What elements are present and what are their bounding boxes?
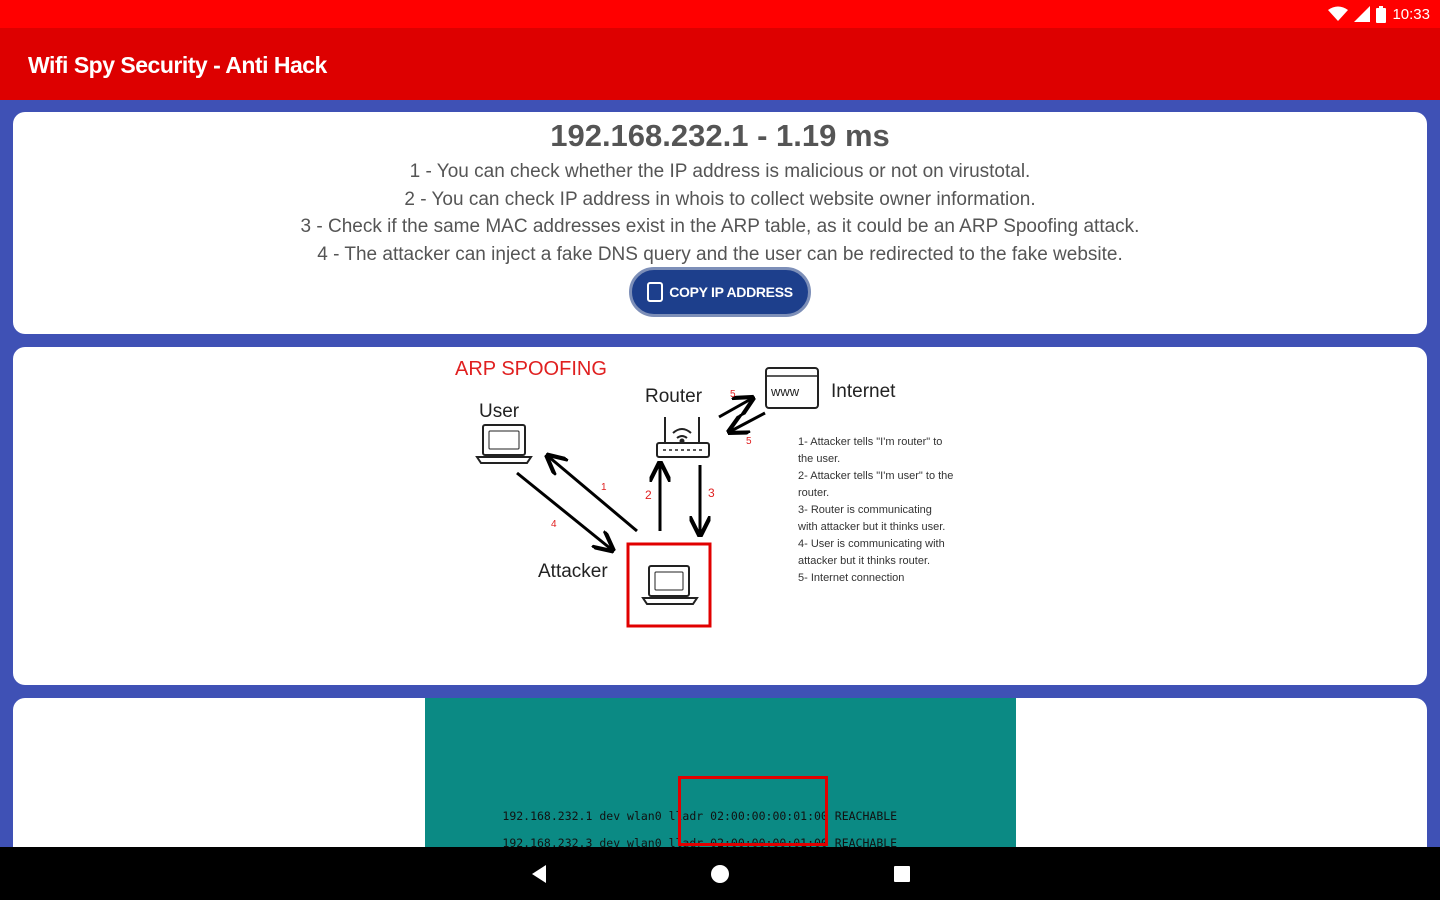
arp-mac: 02:00:00:00:01:00: [710, 809, 828, 823]
attacker-laptop-icon: [643, 566, 697, 604]
ip-latency-heading: 192.168.232.1 - 1.19 ms: [550, 118, 890, 153]
recents-square-icon: [892, 864, 912, 884]
arp-spoofing-diagram-card: [13, 347, 1427, 685]
arrow-number-2: 2: [645, 488, 652, 502]
navigation-bar: [0, 847, 1440, 900]
content-scroll-area[interactable]: [0, 100, 1440, 847]
user-laptop-icon: [477, 425, 531, 463]
legend-line: 4- User is communicating with: [798, 538, 945, 550]
nav-back-button[interactable]: [526, 861, 552, 887]
tips-list: [13, 158, 1427, 268]
arrow-number-5: 5: [730, 389, 736, 400]
tip-item: 3 - Check if the same MAC addresses exist in the ARP table, as it could be an ARP Spoofing attack.: [300, 216, 1140, 237]
internet-www-icon: [766, 368, 818, 408]
router-icon: [657, 417, 709, 457]
arrow-number-1: 1: [601, 482, 607, 493]
legend-line: 3- Router is communicating: [798, 504, 932, 516]
legend-line: 2- Attacker tells "I'm user" to the: [798, 470, 954, 482]
diagram-legend: [797, 436, 953, 584]
diagram-title: ARP SPOOFING: [455, 358, 607, 380]
arp-dev: dev wlan0 lladr: [599, 836, 704, 847]
status-time: 10:33: [1392, 5, 1430, 23]
tip-item: 4 - The attacker can inject a fake DNS query and the user can be redirected to the fake website.: [317, 243, 1123, 265]
arrow-number-5: 5: [746, 436, 752, 447]
legend-line: attacker but it thinks router.: [798, 555, 931, 567]
legend-line: with attacker but it thinks user.: [798, 521, 946, 533]
home-circle-icon: [709, 863, 731, 885]
app-title: Wifi Spy Security - Anti Hack: [28, 52, 327, 78]
arp-state: REACHABLE: [834, 836, 898, 847]
wifi-icon: [1328, 6, 1348, 22]
copy-ip-address-label: COPY IP ADDRESS: [669, 284, 793, 300]
arp-ip: 192.168.232.3: [502, 836, 593, 847]
copy-ip-address-button[interactable]: [629, 267, 811, 317]
back-triangle-icon: [530, 864, 548, 884]
arp-mac: 02:00:00:00:01:00: [710, 836, 828, 847]
legend-line: router.: [798, 487, 830, 499]
www-label: www: [771, 384, 800, 399]
user-label: User: [479, 401, 520, 422]
copy-icon: [647, 282, 663, 302]
nav-home-button[interactable]: [707, 861, 733, 887]
legend-line: 5- Internet connection: [798, 572, 905, 584]
tip-item: 1 - You can check whether the IP address is malicious or not on virustotal.: [409, 161, 1031, 182]
arp-state: REACHABLE: [834, 809, 898, 823]
router-label: Router: [645, 386, 703, 407]
arrow-number-3: 3: [708, 486, 715, 500]
internet-label: Internet: [831, 381, 896, 402]
signal-icon: [1354, 6, 1370, 22]
arrow-number-4: 4: [551, 519, 557, 530]
arp-table-card: [13, 698, 1427, 847]
nav-recents-button[interactable]: [889, 861, 915, 887]
arp-table-row: [447, 822, 897, 847]
status-bar: [0, 0, 1440, 28]
legend-line: the user.: [798, 453, 841, 465]
tip-item: 2 - You can check IP address in whois to collect website owner information.: [404, 188, 1036, 210]
legend-line: 1- Attacker tells "I'm router" to: [798, 436, 943, 448]
ip-info-card: [13, 112, 1427, 334]
arp-spoofing-diagram: [13, 347, 1427, 685]
arp-table-terminal: [425, 698, 1016, 847]
attacker-label: Attacker: [538, 561, 608, 582]
battery-icon: [1376, 6, 1386, 23]
attacker-highlight-box: [628, 544, 710, 626]
arp-dev: dev wlan0 lladr: [599, 809, 704, 823]
app-bar: [0, 28, 1440, 100]
arp-ip: 192.168.232.1: [502, 809, 593, 823]
mac-duplicate-highlight: [678, 776, 828, 846]
